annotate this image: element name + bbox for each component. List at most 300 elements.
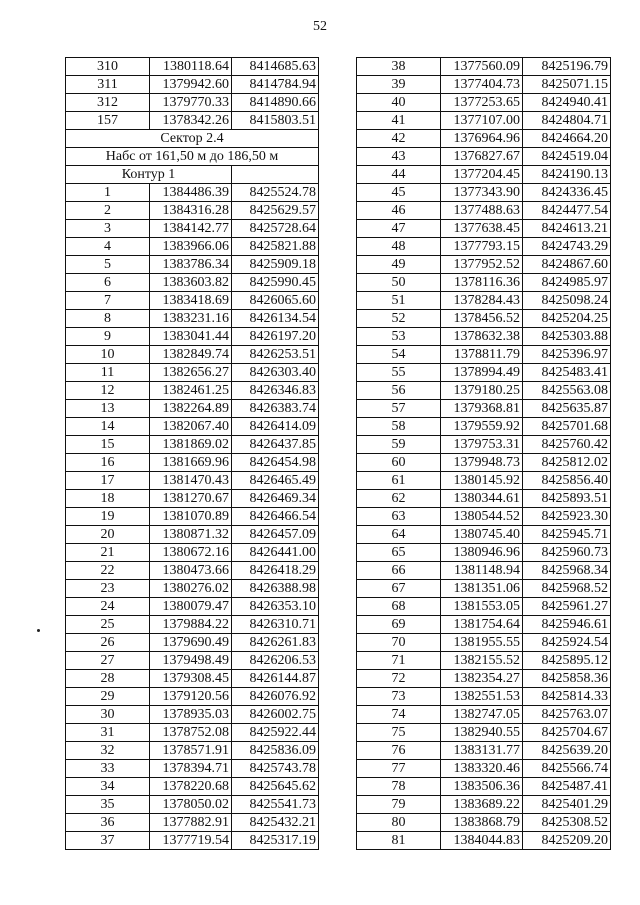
- table-row: [357, 220, 611, 238]
- point-number: 55: [357, 364, 441, 382]
- coord-x: 1377638.45: [441, 220, 523, 238]
- table-row: [66, 76, 319, 94]
- coord-y: 8425308.52: [523, 814, 611, 832]
- point-number: 24: [66, 598, 150, 616]
- coord-y: 8424519.04: [523, 148, 611, 166]
- coord-y: 8425924.54: [523, 634, 611, 652]
- point-number: 30: [66, 706, 150, 724]
- coord-y: 8425856.40: [523, 472, 611, 490]
- coord-y: 8426469.34: [232, 490, 319, 508]
- point-number: 64: [357, 526, 441, 544]
- point-number: 40: [357, 94, 441, 112]
- coord-x: 1380344.61: [441, 490, 523, 508]
- coord-x: 1384486.39: [150, 184, 232, 202]
- table-row: [357, 400, 611, 418]
- coord-x: 1382849.74: [150, 346, 232, 364]
- table-row: [357, 526, 611, 544]
- point-number: 50: [357, 274, 441, 292]
- coord-x: 1384044.83: [441, 832, 523, 850]
- coord-x: 1379308.45: [150, 670, 232, 688]
- point-number: 11: [66, 364, 150, 382]
- table-row: [66, 256, 319, 274]
- point-number: 31: [66, 724, 150, 742]
- point-number: 35: [66, 796, 150, 814]
- coord-x: 1381470.43: [150, 472, 232, 490]
- point-number: 20: [66, 526, 150, 544]
- coord-x: 1381070.89: [150, 508, 232, 526]
- coord-x: 1379770.33: [150, 94, 232, 112]
- coord-y: 8424940.41: [523, 94, 611, 112]
- coord-x: 1382656.27: [150, 364, 232, 382]
- table-row: [357, 328, 611, 346]
- coord-x: 1378220.68: [150, 778, 232, 796]
- coord-y: 8425487.41: [523, 778, 611, 796]
- coord-x: 1378935.03: [150, 706, 232, 724]
- table-row: [357, 202, 611, 220]
- coord-y: 8425922.44: [232, 724, 319, 742]
- coord-y: 8426002.75: [232, 706, 319, 724]
- table-row: [357, 742, 611, 760]
- point-number: 75: [357, 724, 441, 742]
- point-number: 46: [357, 202, 441, 220]
- coord-y: 8414685.63: [232, 58, 319, 76]
- coord-y: 8425704.67: [523, 724, 611, 742]
- point-number: 48: [357, 238, 441, 256]
- coord-x: 1377404.73: [441, 76, 523, 94]
- table-row: [66, 436, 319, 454]
- table-row: [357, 418, 611, 436]
- table-row: [66, 346, 319, 364]
- coord-y: 8426454.98: [232, 454, 319, 472]
- point-number: 53: [357, 328, 441, 346]
- coord-y: 8426346.83: [232, 382, 319, 400]
- coord-y: 8415803.51: [232, 112, 319, 130]
- table-row: [66, 670, 319, 688]
- point-number: 66: [357, 562, 441, 580]
- coord-y: 8425209.20: [523, 832, 611, 850]
- point-number: 44: [357, 166, 441, 184]
- coord-y: 8426144.87: [232, 670, 319, 688]
- coord-y: 8425204.25: [523, 310, 611, 328]
- coord-y: 8426206.53: [232, 652, 319, 670]
- point-number: 68: [357, 598, 441, 616]
- coord-x: 1379884.22: [150, 616, 232, 634]
- point-number: 61: [357, 472, 441, 490]
- coord-y: 8424190.13: [523, 166, 611, 184]
- table-row: [66, 832, 319, 850]
- coord-y: 8425836.09: [232, 742, 319, 760]
- table-row: [66, 490, 319, 508]
- table-row: [357, 148, 611, 166]
- coord-y: 8425303.88: [523, 328, 611, 346]
- coord-x: 1379368.81: [441, 400, 523, 418]
- coord-x: 1379120.56: [150, 688, 232, 706]
- coord-x: 1379948.73: [441, 454, 523, 472]
- table-row: [66, 760, 319, 778]
- coord-y: 8426076.92: [232, 688, 319, 706]
- table-row: [357, 292, 611, 310]
- coord-x: 1380145.92: [441, 472, 523, 490]
- table-row: [66, 202, 319, 220]
- coord-x: 1383603.82: [150, 274, 232, 292]
- point-number: 21: [66, 544, 150, 562]
- table-row: [357, 94, 611, 112]
- coord-y: 8425763.07: [523, 706, 611, 724]
- point-number: 15: [66, 436, 150, 454]
- coord-y: 8426388.98: [232, 580, 319, 598]
- table-row: [357, 472, 611, 490]
- coord-x: 1380079.47: [150, 598, 232, 616]
- coord-y: 8426466.54: [232, 508, 319, 526]
- coord-y: 8426303.40: [232, 364, 319, 382]
- coord-x: 1380946.96: [441, 544, 523, 562]
- point-number: 43: [357, 148, 441, 166]
- table-row: [66, 598, 319, 616]
- point-number: 36: [66, 814, 150, 832]
- point-number: 157: [66, 112, 150, 130]
- coord-x: 1383041.44: [150, 328, 232, 346]
- coord-y: 8426437.85: [232, 436, 319, 454]
- point-number: 56: [357, 382, 441, 400]
- sector-height-row: [66, 148, 319, 166]
- coord-y: 8424743.29: [523, 238, 611, 256]
- table-row: [66, 454, 319, 472]
- table-row: [357, 382, 611, 400]
- coord-y: 8425895.12: [523, 652, 611, 670]
- coord-y: 8426383.74: [232, 400, 319, 418]
- coord-x: 1377343.90: [441, 184, 523, 202]
- coord-y: 8425524.78: [232, 184, 319, 202]
- coord-y: 8425960.73: [523, 544, 611, 562]
- sector-title-row: [66, 130, 319, 148]
- table-row: [66, 580, 319, 598]
- coord-y: 8426134.54: [232, 310, 319, 328]
- coord-y: 8425760.42: [523, 436, 611, 454]
- coord-y: 8425990.45: [232, 274, 319, 292]
- point-number: 62: [357, 490, 441, 508]
- coord-y: 8426261.83: [232, 634, 319, 652]
- table-row: [357, 598, 611, 616]
- table-row: [357, 238, 611, 256]
- table-row: [357, 346, 611, 364]
- coord-x: 1383689.22: [441, 796, 523, 814]
- coord-x: 1380672.16: [150, 544, 232, 562]
- coord-y: 8425566.74: [523, 760, 611, 778]
- point-number: 38: [357, 58, 441, 76]
- table-row: [66, 508, 319, 526]
- point-number: 18: [66, 490, 150, 508]
- coord-y: 8425821.88: [232, 238, 319, 256]
- point-number: 16: [66, 454, 150, 472]
- scan-dot-mark: [37, 629, 40, 632]
- point-number: 14: [66, 418, 150, 436]
- coord-y: 8425639.20: [523, 742, 611, 760]
- coord-x: 1383231.16: [150, 310, 232, 328]
- table-row: [357, 130, 611, 148]
- coord-x: 1378632.38: [441, 328, 523, 346]
- table-row: [66, 742, 319, 760]
- coord-x: 1378994.49: [441, 364, 523, 382]
- table-row: [357, 724, 611, 742]
- coord-y: 8424804.71: [523, 112, 611, 130]
- table-row: [357, 544, 611, 562]
- table-row: [66, 418, 319, 436]
- table-row: [357, 490, 611, 508]
- table-row: [66, 778, 319, 796]
- coord-x: 1378050.02: [150, 796, 232, 814]
- point-number: 74: [357, 706, 441, 724]
- point-number: 42: [357, 130, 441, 148]
- point-number: 26: [66, 634, 150, 652]
- coord-y: 8426465.49: [232, 472, 319, 490]
- coord-x: 1377793.15: [441, 238, 523, 256]
- coord-x: 1381148.94: [441, 562, 523, 580]
- coord-x: 1379559.92: [441, 418, 523, 436]
- point-number: 311: [66, 76, 150, 94]
- point-number: 312: [66, 94, 150, 112]
- table-row: [357, 364, 611, 382]
- coord-y: 8424336.45: [523, 184, 611, 202]
- coord-x: 1378811.79: [441, 346, 523, 364]
- point-number: 17: [66, 472, 150, 490]
- point-number: 52: [357, 310, 441, 328]
- coord-y: 8425812.02: [523, 454, 611, 472]
- table-row: [357, 634, 611, 652]
- point-number: 28: [66, 670, 150, 688]
- coord-x: 1383966.06: [150, 238, 232, 256]
- coord-x: 1380276.02: [150, 580, 232, 598]
- coord-y: 8425635.87: [523, 400, 611, 418]
- coord-x: 1383320.46: [441, 760, 523, 778]
- point-number: 22: [66, 562, 150, 580]
- coordinates-table-left: [65, 57, 319, 850]
- table-row: [66, 382, 319, 400]
- table-row: [357, 166, 611, 184]
- coord-x: 1383868.79: [441, 814, 523, 832]
- point-number: 59: [357, 436, 441, 454]
- coord-x: 1381553.05: [441, 598, 523, 616]
- coord-y: 8425893.51: [523, 490, 611, 508]
- point-number: 72: [357, 670, 441, 688]
- coord-y: 8426441.00: [232, 544, 319, 562]
- coord-x: 1381754.64: [441, 616, 523, 634]
- table-row: [66, 652, 319, 670]
- coord-x: 1380871.32: [150, 526, 232, 544]
- point-number: 51: [357, 292, 441, 310]
- coord-x: 1379753.31: [441, 436, 523, 454]
- table-row: [66, 364, 319, 382]
- point-number: 67: [357, 580, 441, 598]
- coord-y: 8414890.66: [232, 94, 319, 112]
- coord-y: 8425196.79: [523, 58, 611, 76]
- coord-y: 8425858.36: [523, 670, 611, 688]
- table-row: [66, 688, 319, 706]
- coord-x: 1378571.91: [150, 742, 232, 760]
- point-number: 69: [357, 616, 441, 634]
- coord-x: 1376964.96: [441, 130, 523, 148]
- coord-x: 1382747.05: [441, 706, 523, 724]
- coord-x: 1382354.27: [441, 670, 523, 688]
- table-row: [357, 778, 611, 796]
- coord-x: 1378342.26: [150, 112, 232, 130]
- table-row: [357, 274, 611, 292]
- coord-x: 1382461.25: [150, 382, 232, 400]
- coord-x: 1381955.55: [441, 634, 523, 652]
- coord-x: 1379942.60: [150, 76, 232, 94]
- point-number: 81: [357, 832, 441, 850]
- point-number: 54: [357, 346, 441, 364]
- point-number: 76: [357, 742, 441, 760]
- table-row: [66, 562, 319, 580]
- point-number: 4: [66, 238, 150, 256]
- coord-x: 1381869.02: [150, 436, 232, 454]
- point-number: 1: [66, 184, 150, 202]
- table-row: [357, 562, 611, 580]
- point-number: 8: [66, 310, 150, 328]
- coord-x: 1384142.77: [150, 220, 232, 238]
- coord-x: 1379498.49: [150, 652, 232, 670]
- coord-x: 1380473.66: [150, 562, 232, 580]
- point-number: 77: [357, 760, 441, 778]
- coord-y: 8425743.78: [232, 760, 319, 778]
- table-row: [357, 706, 611, 724]
- coord-y: 8425946.61: [523, 616, 611, 634]
- coord-y: 8425923.30: [523, 508, 611, 526]
- table-row: [357, 832, 611, 850]
- coord-x: 1378116.36: [441, 274, 523, 292]
- point-number: 65: [357, 544, 441, 562]
- table-row: [66, 184, 319, 202]
- coord-x: 1383131.77: [441, 742, 523, 760]
- coord-y: 8424985.97: [523, 274, 611, 292]
- point-number: 23: [66, 580, 150, 598]
- table-row: [66, 400, 319, 418]
- coord-x: 1378456.52: [441, 310, 523, 328]
- coord-y: 8426353.10: [232, 598, 319, 616]
- coord-x: 1377560.09: [441, 58, 523, 76]
- table-row: [357, 112, 611, 130]
- table-row: [66, 274, 319, 292]
- coord-y: 8425071.15: [523, 76, 611, 94]
- coord-x: 1378284.43: [441, 292, 523, 310]
- coord-y: 8426197.20: [232, 328, 319, 346]
- point-number: 7: [66, 292, 150, 310]
- table-row: [357, 796, 611, 814]
- coord-y: 8425968.34: [523, 562, 611, 580]
- coord-x: 1381270.67: [150, 490, 232, 508]
- coord-y: 8424867.60: [523, 256, 611, 274]
- table-row: [357, 670, 611, 688]
- coord-y: 8425814.33: [523, 688, 611, 706]
- contour-title-row: [66, 166, 319, 184]
- coord-x: 1378394.71: [150, 760, 232, 778]
- table-row: [66, 220, 319, 238]
- point-number: 79: [357, 796, 441, 814]
- table-row: [357, 310, 611, 328]
- coord-y: 8425701.68: [523, 418, 611, 436]
- table-row: [357, 76, 611, 94]
- table-row: [66, 706, 319, 724]
- point-number: 63: [357, 508, 441, 526]
- coord-y: 8425541.73: [232, 796, 319, 814]
- table-row: [66, 724, 319, 742]
- coord-y: 8426418.29: [232, 562, 319, 580]
- coord-y: 8414784.94: [232, 76, 319, 94]
- table-row: [66, 634, 319, 652]
- table-row: [357, 508, 611, 526]
- coord-y: 8424477.54: [523, 202, 611, 220]
- table-row: [66, 94, 319, 112]
- point-number: 49: [357, 256, 441, 274]
- coord-y: 8426310.71: [232, 616, 319, 634]
- coord-x: 1382067.40: [150, 418, 232, 436]
- coord-x: 1382551.53: [441, 688, 523, 706]
- coord-y: 8425396.97: [523, 346, 611, 364]
- coord-y: 8425945.71: [523, 526, 611, 544]
- point-number: 37: [66, 832, 150, 850]
- point-number: 3: [66, 220, 150, 238]
- point-number: 57: [357, 400, 441, 418]
- point-number: 29: [66, 688, 150, 706]
- point-number: 6: [66, 274, 150, 292]
- point-number: 10: [66, 346, 150, 364]
- coord-y: 8425317.19: [232, 832, 319, 850]
- point-number: 73: [357, 688, 441, 706]
- coord-y: 8425432.21: [232, 814, 319, 832]
- coord-x: 1382155.52: [441, 652, 523, 670]
- coord-y: 8425728.64: [232, 220, 319, 238]
- table-row: [357, 652, 611, 670]
- table-row: [66, 472, 319, 490]
- coord-y: 8426065.60: [232, 292, 319, 310]
- coord-x: 1383786.34: [150, 256, 232, 274]
- coord-y: 8426253.51: [232, 346, 319, 364]
- coord-y: 8425483.41: [523, 364, 611, 382]
- coord-x: 1376827.67: [441, 148, 523, 166]
- point-number: 5: [66, 256, 150, 274]
- coord-y: 8425909.18: [232, 256, 319, 274]
- point-number: 27: [66, 652, 150, 670]
- coord-y: 8425629.57: [232, 202, 319, 220]
- table-row: [66, 814, 319, 832]
- point-number: 32: [66, 742, 150, 760]
- coord-y: 8425968.52: [523, 580, 611, 598]
- coord-y: 8424613.21: [523, 220, 611, 238]
- coord-x: 1380745.40: [441, 526, 523, 544]
- table-row: [66, 616, 319, 634]
- table-row: [66, 238, 319, 256]
- table-row: [357, 760, 611, 778]
- coord-x: 1379690.49: [150, 634, 232, 652]
- point-number: 19: [66, 508, 150, 526]
- table-row: [357, 814, 611, 832]
- contour-title-empty-cell: [232, 166, 319, 184]
- coord-x: 1383506.36: [441, 778, 523, 796]
- coord-x: 1382264.89: [150, 400, 232, 418]
- contour-title: Контур 1: [66, 166, 232, 184]
- point-number: 310: [66, 58, 150, 76]
- point-number: 71: [357, 652, 441, 670]
- point-number: 2: [66, 202, 150, 220]
- table-row: [357, 454, 611, 472]
- coord-y: 8425401.29: [523, 796, 611, 814]
- table-row: [357, 58, 611, 76]
- point-number: 80: [357, 814, 441, 832]
- coord-y: 8425098.24: [523, 292, 611, 310]
- point-number: 78: [357, 778, 441, 796]
- coord-x: 1382940.55: [441, 724, 523, 742]
- table-row: [66, 58, 319, 76]
